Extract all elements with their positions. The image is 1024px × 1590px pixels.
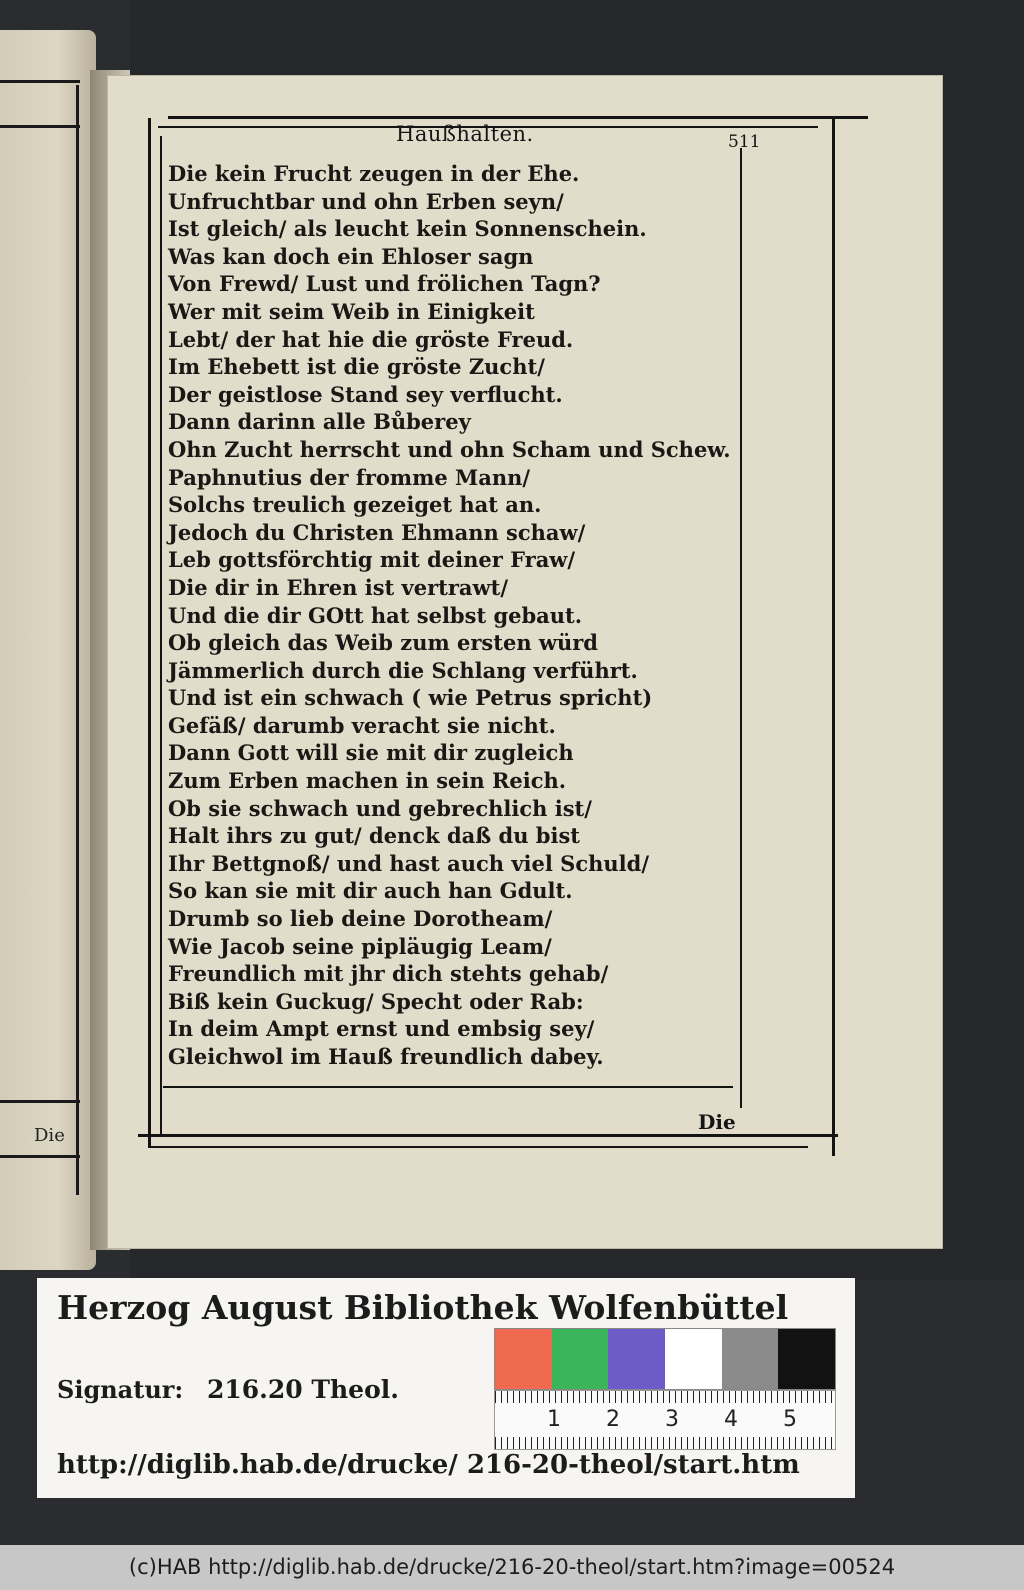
left-page-rule xyxy=(0,125,80,128)
verse-line: In deim Ampt ernst und embsig sey/ xyxy=(168,1016,595,1042)
signatur-label: Signatur: xyxy=(57,1375,184,1404)
left-page-rule xyxy=(0,80,80,83)
scale-ruler xyxy=(494,1390,836,1450)
signatur-value: 216.20 Theol. xyxy=(207,1375,399,1404)
verse-line: Von Frewd/ Lust und frölichen Tagn? xyxy=(168,271,601,297)
copyright-footer: (c)HAB http://diglib.hab.de/drucke/216-20-theol/start.htm?image=00524 xyxy=(0,1545,1024,1590)
verse-line: Unfruchtbar und ohn Erben seyn/ xyxy=(168,188,564,214)
verse-line: Ob sie schwach und gebrechlich ist/ xyxy=(168,795,592,821)
verse-line: Biß kein Guckug/ Specht oder Rab: xyxy=(168,988,584,1014)
frame-rule xyxy=(148,1146,808,1148)
verse-line: Solchs treulich gezeiget hat an. xyxy=(168,492,542,518)
verse-line: Ihr Bettgnoß/ und hast auch viel Schuld/ xyxy=(168,850,650,876)
frame-rule xyxy=(160,136,162,1136)
verse-line: Dann darinn alle Bůberey xyxy=(168,409,471,435)
ruler-ticks xyxy=(495,1437,835,1449)
frame-rule xyxy=(148,118,151,1148)
verse-line: Zum Erben machen in sein Reich. xyxy=(168,768,567,794)
frame-rule xyxy=(163,1086,733,1088)
verse-line: Jämmerlich durch die Schlang verführt. xyxy=(168,657,638,683)
book-page xyxy=(108,76,942,1248)
ruler-number: 5 xyxy=(783,1407,797,1432)
verse-line: Jedoch du Christen Ehmann schaw/ xyxy=(168,519,586,545)
color-swatch xyxy=(552,1329,609,1389)
verse-line: Gefäß/ darumb veracht sie nicht. xyxy=(168,712,556,738)
color-swatch xyxy=(608,1329,665,1389)
verse-line: Im Ehebett ist die gröste Zucht/ xyxy=(168,354,545,380)
left-page-frame xyxy=(76,85,79,1195)
verse-line: Und die dir GOtt hat selbst gebaut. xyxy=(168,602,583,628)
verse-line: Wer mit seim Weib in Einigkeit xyxy=(168,298,535,324)
library-label xyxy=(37,1278,855,1498)
frame-rule xyxy=(740,148,742,1108)
verse-line: Ob gleich das Weib zum ersten würd xyxy=(168,630,598,656)
left-page-catchword: Die xyxy=(34,1125,65,1146)
verse-line: Gleichwol im Hauß freundlich dabey. xyxy=(168,1044,604,1069)
verse-line: Ist gleich/ als leucht kein Sonnenschein. xyxy=(168,216,647,242)
verse-line: Paphnutius der fromme Mann/ xyxy=(168,464,531,490)
frame-rule xyxy=(168,116,868,119)
verse-line: Halt ihrs zu gut/ denck daß du bist xyxy=(168,823,580,849)
color-calibration-card xyxy=(494,1328,836,1390)
label-url: http://diglib.hab.de/drucke/ 216-20-theol/start.htm xyxy=(57,1450,800,1480)
left-page-rule xyxy=(0,1100,80,1103)
verse-line: Dann Gott will sie mit dir zugleich xyxy=(168,740,574,766)
verse-line: Was kan doch ein Ehloser sagn xyxy=(168,243,534,269)
color-swatch xyxy=(722,1329,779,1389)
page-number: 511 xyxy=(728,132,761,152)
catchword: Die xyxy=(698,1110,736,1134)
color-swatch xyxy=(778,1329,835,1389)
color-swatch xyxy=(495,1329,552,1389)
frame-rule xyxy=(832,116,835,1156)
left-page-rule xyxy=(0,1155,80,1158)
verse-line: Ohn Zucht herrscht und ohn Scham und Schew. xyxy=(168,436,731,462)
previous-page-edge xyxy=(0,30,96,1270)
verse-line: Und ist ein schwach ( wie Petrus spricht) xyxy=(168,685,653,711)
ruler-number: 2 xyxy=(606,1407,620,1432)
ruler-number: 4 xyxy=(724,1407,738,1432)
color-swatch xyxy=(665,1329,722,1389)
verse-line: So kan sie mit dir auch han Gdult. xyxy=(168,878,573,904)
ruler-number: 3 xyxy=(665,1407,679,1432)
verse-line: Drumb so lieb deine Dorotheam/ xyxy=(168,906,553,932)
verse-text xyxy=(168,160,731,1071)
library-name: Herzog August Bibliothek Wolfenbüttel xyxy=(57,1288,789,1327)
ruler-ticks xyxy=(495,1391,835,1403)
verse-line: Die dir in Ehren ist vertrawt/ xyxy=(168,574,508,600)
verse-line: Lebt/ der hat hie die gröste Freud. xyxy=(168,326,574,352)
frame-rule xyxy=(138,1134,838,1137)
running-head: Haußhalten. xyxy=(396,122,534,146)
ruler-number: 1 xyxy=(547,1407,561,1432)
verse-line: Die kein Frucht zeugen in der Ehe. xyxy=(168,161,580,186)
verse-line: Leb gottsförchtig mit deiner Fraw/ xyxy=(168,547,576,573)
verse-line: Freundlich mit jhr dich stehts gehab/ xyxy=(168,961,609,987)
verse-line: Der geistlose Stand sey verflucht. xyxy=(168,381,563,407)
verse-line: Wie Jacob seine pipläugig Leam/ xyxy=(168,933,552,959)
